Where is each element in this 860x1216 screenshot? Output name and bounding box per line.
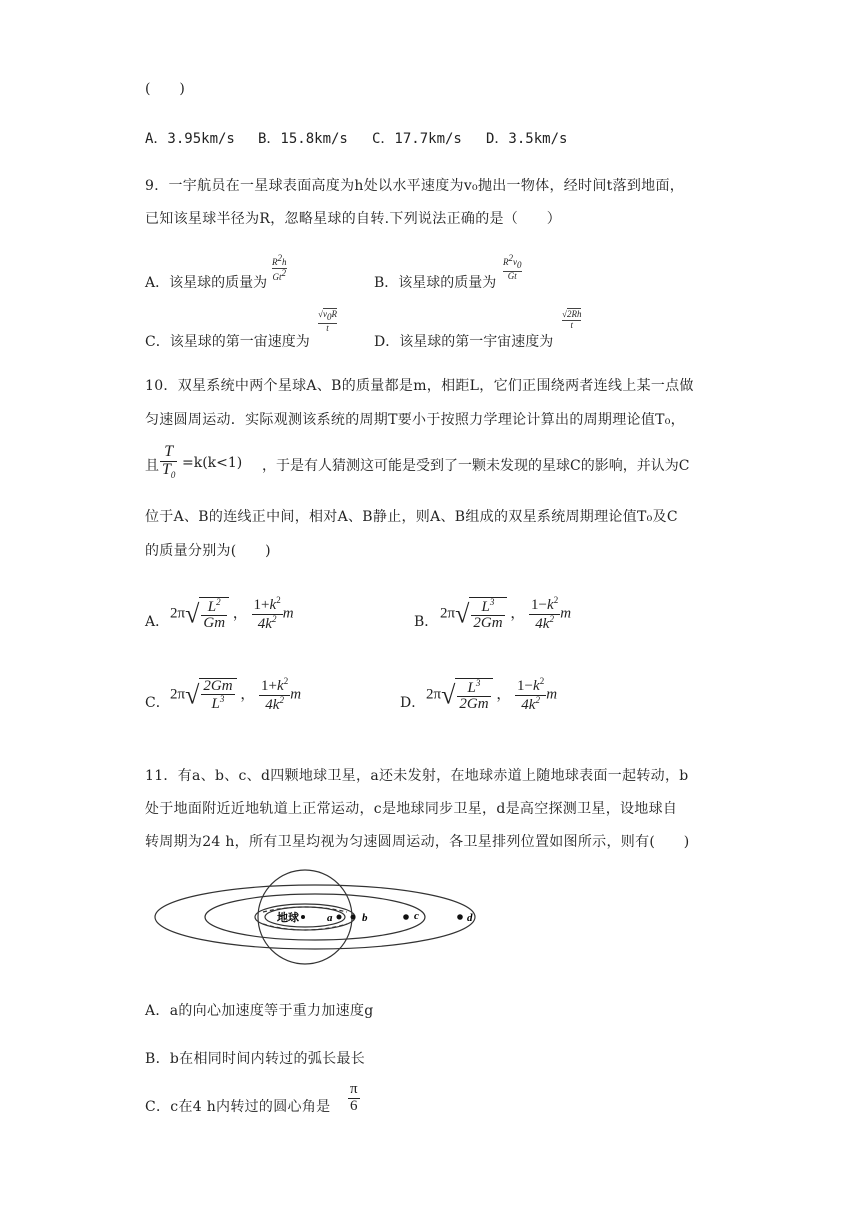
orbit-c	[205, 894, 425, 940]
q11-stem-line3: 转周期为24 h，所有卫星均视为匀速圆周运动，各卫星排列位置如图所示，则有( )	[145, 834, 690, 850]
equator-upper	[263, 907, 347, 912]
q10-b-formula: 2π√ $\frac{L^3}{2Gm}$ ， $\frac{1-k^2}{4k^2}$ m	[440, 595, 572, 632]
q8-option-d: D．3.5km/s	[486, 131, 568, 147]
orbit-diagram	[140, 862, 490, 972]
q11-stem-line2: 处于地面附近近地轨道上正常运动，c是地球同步卫星，d是高空探测卫星，设地球自	[145, 801, 678, 817]
q10-a-formula: 2π√ $\frac{L^2}{Gm}$ ， $\frac{1+k^2}{4k^2}$ m	[170, 595, 294, 632]
label-earth: 地球	[277, 911, 299, 924]
q11-option-a: A．a的向心加速度等于重力加速度g	[145, 1003, 374, 1019]
q9-c-formula: $√v_0R$ t	[318, 309, 337, 333]
q9-option-b: B．该星球的质量为	[374, 275, 497, 291]
q9-b-formula: $R^2v_0$ Gt	[503, 253, 522, 281]
q10-stem-line3-post: ，于是有人猜测这可能是受到了一颗未发现的星球C的影响，并认为C	[262, 458, 690, 474]
q8-bracket: ( )	[145, 81, 186, 97]
q11-option-c: C．c在4 h内转过的圆心角是	[145, 1099, 331, 1115]
q9-option-c: C．该星球的第一宙速度为	[145, 334, 310, 350]
q11-stem-line1: 11．有a、b、c、d四颗地球卫星，a还未发射，在地球赤道上随地球表面一起转动，b	[145, 768, 689, 784]
label-a: a	[327, 912, 333, 924]
sat-b-dot	[351, 915, 356, 920]
q11-c-formula: $\frac{\pi}{6}$	[350, 1081, 358, 1114]
q10-stem-line2: 匀速圆周运动．实际观测该系统的周期T要小于按照力学理论计算出的周期理论值T₀，	[145, 412, 685, 428]
q8-option-b: B．15.8km/s	[258, 131, 348, 147]
q11-option-b: B．b在相同时间内转过的弧长最长	[145, 1051, 366, 1067]
q10-stem-line5: 的质量分别为( )	[145, 543, 271, 559]
q10-option-d: D．	[400, 695, 426, 711]
q10-c-formula: 2π√ $\frac{2Gm}{L^3}$ ， $\frac{1+k^2}{4k^2}$ m	[170, 676, 302, 713]
q10-option-c: C．	[145, 695, 170, 711]
q9-d-formula: √2Rh t	[562, 309, 582, 330]
sat-a-dot	[337, 915, 342, 920]
q10-option-b: B．	[414, 614, 439, 630]
q10-ratio-formula: $\frac{T}{T_0}$	[162, 443, 176, 480]
q9-a-formula: $R^2h$ Gt$^2$	[272, 253, 287, 282]
q9-stem-line2: 已知该星球半径为R，忽略星球的自转.下列说法正确的是（ ）	[145, 211, 561, 227]
q9-option-d: D．该星球的第一宇宙速度为	[374, 334, 554, 350]
label-c: c	[414, 910, 419, 922]
q10-option-a: A．	[145, 614, 170, 630]
q10-stem-line3-pre: 且	[145, 458, 159, 474]
sat-c-dot	[403, 914, 409, 920]
sat-d-dot	[457, 914, 463, 920]
q8-option-a: A．3.95km/s	[145, 131, 235, 147]
label-b: b	[362, 912, 368, 924]
earth-center-dot	[301, 915, 305, 919]
q9-stem-line1: 9．一宇航员在一星球表面高度为h处以水平速度为v₀抛出一物体，经时间t落到地面，	[145, 178, 685, 194]
q8-option-c: C．17.7km/s	[372, 131, 462, 147]
q9-option-a: A．该星球的质量为	[145, 275, 268, 291]
q10-stem-line1: 10．双星系统中两个星球A、B的质量都是m，相距L，它们正围绕两者连线上某一点做	[145, 378, 694, 394]
q10-d-formula: 2π√ $\frac{L^3}{2Gm}$ ， $\frac{1-k^2}{4k^2}$ m	[426, 676, 558, 713]
q10-stem-line4: 位于A、B的连线正中间，相对A、B静止，则A、B组成的双星系统周期理论值T₀及C	[145, 509, 678, 525]
label-d: d	[467, 912, 473, 924]
q10-ratio-condition: =k(k<1)	[182, 455, 243, 471]
